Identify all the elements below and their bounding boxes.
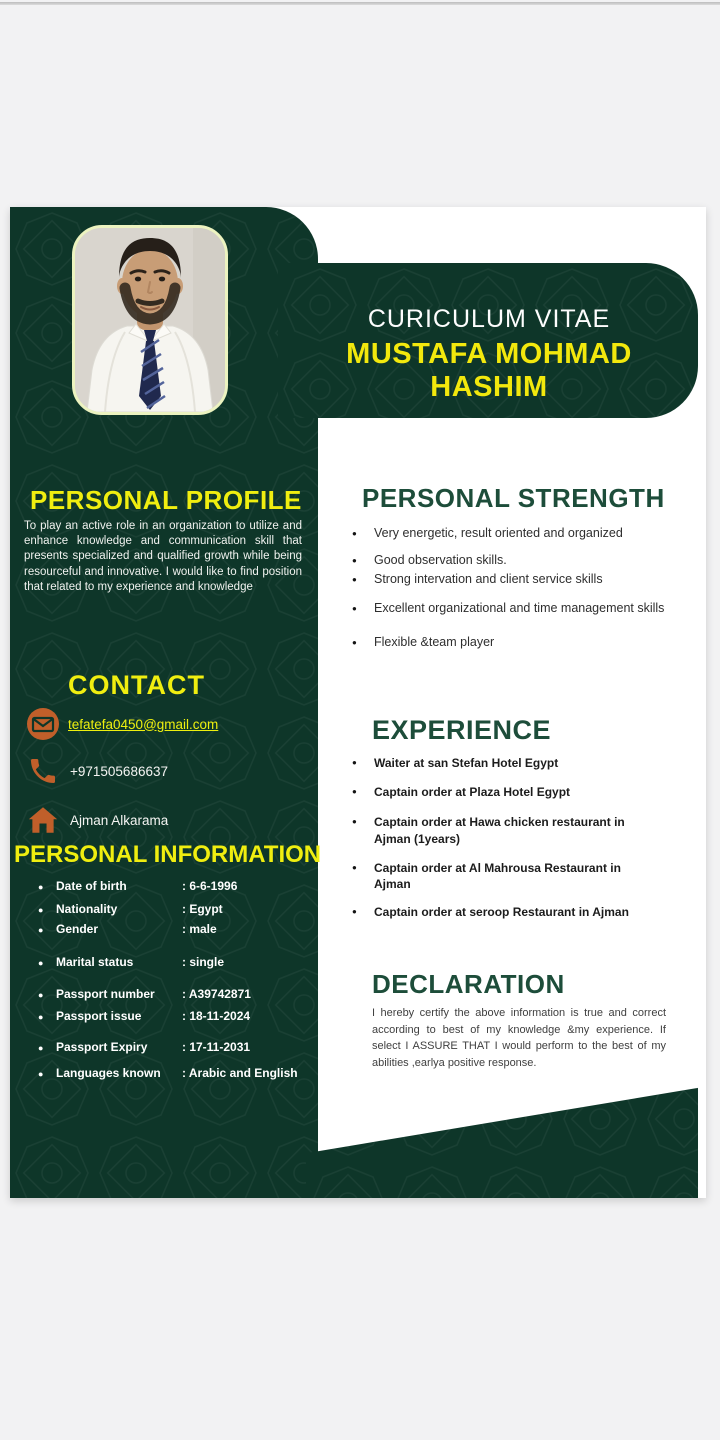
personal-information-list [38,879,314,1080]
strength-item: ● Flexible &team player [350,635,680,649]
personal-strength-heading: PERSONAL STRENGTH [362,483,665,513]
bullet-icon: ● [38,905,44,915]
contact-row-email [22,703,218,745]
info-value: : male [182,922,217,936]
info-value: : single [182,955,225,969]
info-row [38,902,314,916]
info-row [38,922,314,936]
cv-title: CURICULUM VITAE [367,305,611,333]
info-label: Passport Expiry [56,1040,148,1054]
info-label: Passport issue [56,1009,142,1023]
info-row [38,1066,314,1080]
email-link[interactable]: tefatefa0450@gmail.com [68,716,219,732]
phone-number: +971505686637 [70,763,168,779]
strength-item: ● Excellent organizational and time management skills [350,601,680,615]
profile-photo [72,225,228,415]
experience-item: ● Captain order at Plaza Hotel Egypt [350,784,658,800]
personal-information-heading: PERSONAL INFORMATION [14,841,322,868]
info-label: Marital status [56,955,134,969]
experience-item: ● Captain order at seroop Restaurant in Ajman [350,904,658,920]
contact-row-address [22,799,168,841]
personal-strength-list [350,526,680,649]
bullet-icon: ● [38,958,44,968]
info-value: : A39742871 [182,987,251,1001]
bullet-icon: ● [38,1012,44,1022]
geometric-pattern [306,1077,698,1198]
strength-item: ● Good observation skills. [350,553,680,567]
experience-heading: EXPERIENCE [372,715,552,745]
experience-item: ● Captain order at Al Mahrousa Restaurant in Ajman [350,860,658,892]
home-icon [22,799,64,841]
contact-row-phone [22,750,168,792]
experience-item: ● Captain order at Hawa chicken restaurant in Ajman (1years) [350,814,658,846]
footer-shape [306,1077,698,1198]
strength-item: ● Very energetic, result oriented and organized [350,526,680,540]
info-row [38,955,314,969]
cv-page [10,207,706,1198]
info-label: Languages known [56,1066,161,1080]
address-text: Ajman Alkarama [70,812,169,828]
info-value: : 6-6-1996 [182,879,238,893]
info-row [38,987,314,1001]
experience-list [350,755,658,920]
declaration-text: I hereby certify the above information is true and correct according to best of my knowledge &my experience. If select I ASSURE THAT I would perform to the best of my abilities ,earlya positive response. [372,1007,666,1069]
info-label: Date of birth [56,879,127,893]
personal-profile-heading: PERSONAL PROFILE [30,485,302,515]
info-label: Gender [56,922,99,936]
bullet-icon: ● [38,990,44,1000]
top-divider [0,2,720,5]
info-row [38,879,314,893]
declaration-heading: DECLARATION [372,969,565,999]
cv-name: MUSTAFA MOHMAD HASHIM [346,338,632,403]
bullet-icon: ● [38,1069,44,1079]
strength-item: ● Strong intervation and client service skills [350,572,680,586]
phone-icon [22,750,64,792]
email-icon [22,703,64,745]
contact-heading: CONTACT [68,670,205,700]
info-value: : 17-11-2031 [182,1040,251,1054]
info-value: : Arabic and English [182,1066,298,1080]
info-row [38,1009,314,1023]
personal-profile-text: To play an active role in an organization to utilize and enhance knowledge and communication skill that presents specialized and qualified growth while being resourceful and innovative. I would like to find position that related to my experience and knowledge [24,520,302,593]
bullet-icon: ● [38,1043,44,1053]
info-label: Passport number [56,987,155,1001]
bullet-icon: ● [38,925,44,935]
portrait-illustration [75,228,225,412]
info-value: : Egypt [182,902,223,916]
info-value: : 18-11-2024 [182,1009,251,1023]
info-label: Nationality [56,902,118,916]
info-row [38,1040,314,1054]
bullet-icon: ● [38,882,44,892]
experience-item: ● Waiter at san Stefan Hotel Egypt [350,755,658,771]
